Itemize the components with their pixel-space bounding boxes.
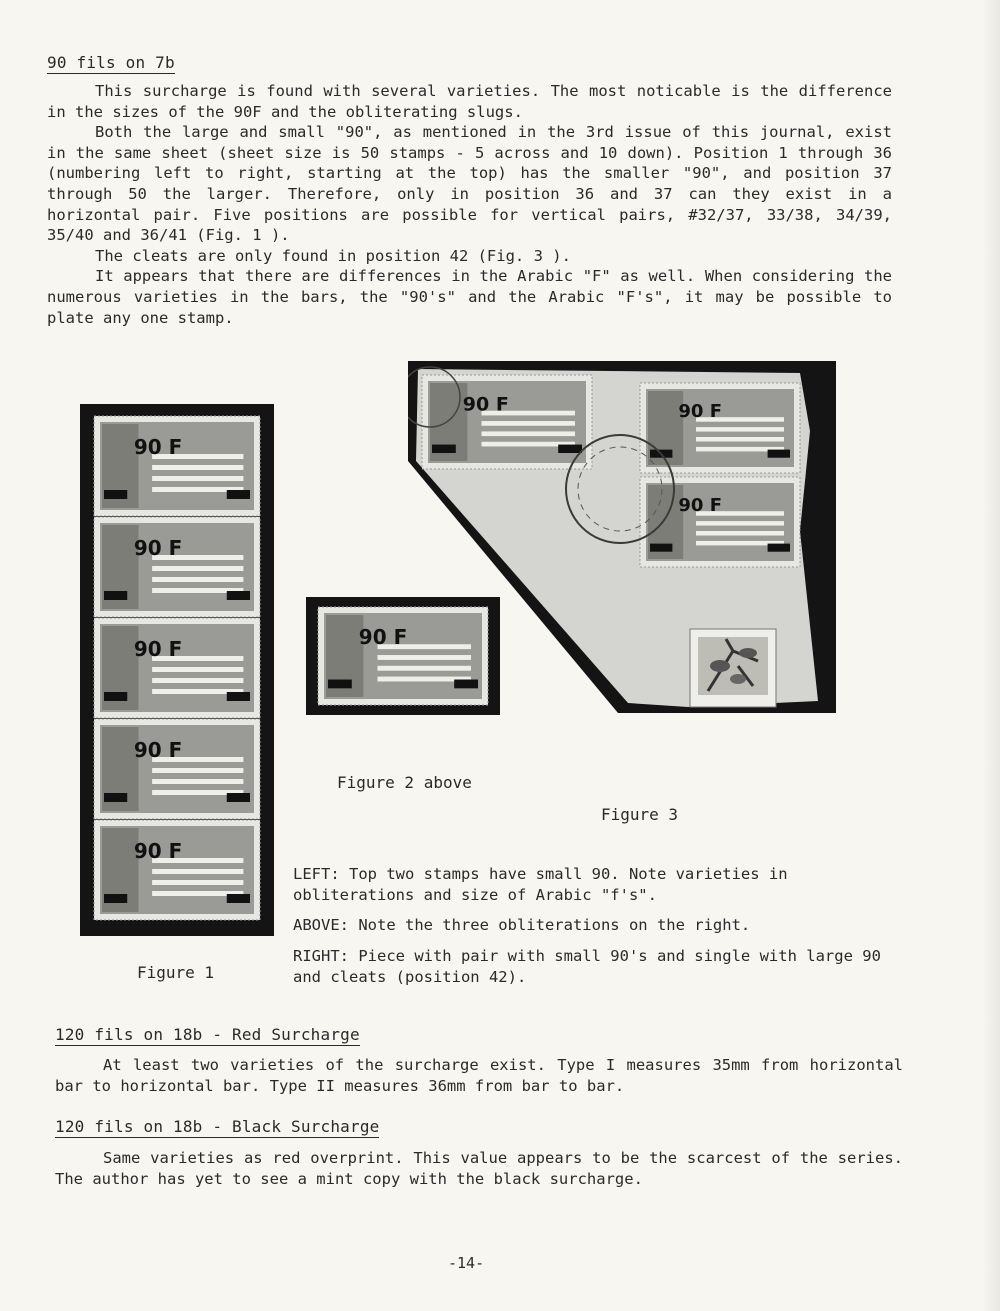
- paragraph: The cleats are only found in position 42 (Fig. 3 ).: [95, 246, 571, 265]
- surcharge-text: 90 F: [678, 401, 723, 423]
- surcharge-text: 90 F: [133, 536, 183, 560]
- figure-3-stamp-piece: [408, 361, 836, 713]
- surcharge-text: 90 F: [358, 625, 408, 650]
- paragraph: At least two varieties of the surcharge exist. Type I measures 35mm from horizontal bar to horizontal bar. Type II measures 36mm from bar to bar.: [55, 1056, 903, 1095]
- surcharge-text: 90 F: [133, 637, 183, 661]
- section-heading-black-surcharge: 120 fils on 18b - Black Surcharge: [55, 1117, 380, 1136]
- figure-1-caption: Figure 1: [137, 963, 215, 982]
- section-body-90-fils: [47, 81, 892, 328]
- strip-stamp: [94, 517, 260, 617]
- figure-3-caption: Figure 3: [601, 805, 679, 824]
- piece-stamp: [640, 383, 800, 473]
- paragraph: Same varieties as red overprint. This value appears to be the scarcest of the series. The author has yet to see a mint copy with the black surcharge.: [55, 1149, 903, 1188]
- page-edge: [982, 0, 1000, 1311]
- note-right: RIGHT: Piece with pair with small 90's and single with large 90 and cleats (position 42).: [293, 947, 881, 986]
- section-heading-90-fils: 90 fils on 7b: [47, 53, 175, 72]
- figure-1-stamp-strip: [80, 404, 274, 936]
- paragraph: Both the large and small "90", as mentioned in the 3rd issue of this journal, exist in the same sheet (sheet size is 50 stamps - 5 across and 10 down). Position 1 through 36 (numbering left to right, starting at the top) has the smaller "90", and position 37 through 50 the larger. Therefore, only in position 36 and 37 can they exist in a horizontal pair. Five positions are possible for vertical pairs, #32/37, 33/38, 34/39, 35/40 and 36/41 (Fig. 1 ).: [47, 123, 892, 245]
- strip-stamp: [94, 618, 260, 718]
- section-body-red-surcharge: [55, 1055, 903, 1096]
- surcharge-text: 90 F: [133, 435, 183, 459]
- note-left: LEFT: Top two stamps have small 90. Note varieties in obliterations and size of Arabic "f's".: [293, 865, 788, 904]
- figure-2-caption: Figure 2 above: [337, 773, 472, 792]
- strip-stamp: [94, 719, 260, 819]
- surcharge-text: 90 F: [133, 738, 183, 762]
- surcharge-text: 90 F: [678, 495, 723, 517]
- strip-stamp: [94, 416, 260, 516]
- surcharge-text: 90 F: [133, 839, 183, 863]
- strip-stamp: [94, 820, 260, 920]
- section-heading-red-surcharge: 120 fils on 18b - Red Surcharge: [55, 1025, 360, 1044]
- surcharge-text: 90 F: [462, 393, 509, 416]
- note-above: ABOVE: Note the three obliterations on the right.: [293, 916, 751, 934]
- paragraph: It appears that there are differences in the Arabic "F" as well. When considering the numerous varieties in the bars, the "90's" and the Arabic "F's", it may be possible to plate any one stamp.: [47, 267, 892, 327]
- page-number: -14-: [448, 1254, 485, 1272]
- paragraph: This surcharge is found with several varieties. The most noticable is the difference in the sizes of the 90F and the obliterating slugs.: [47, 82, 892, 121]
- section-body-black-surcharge: [55, 1148, 903, 1189]
